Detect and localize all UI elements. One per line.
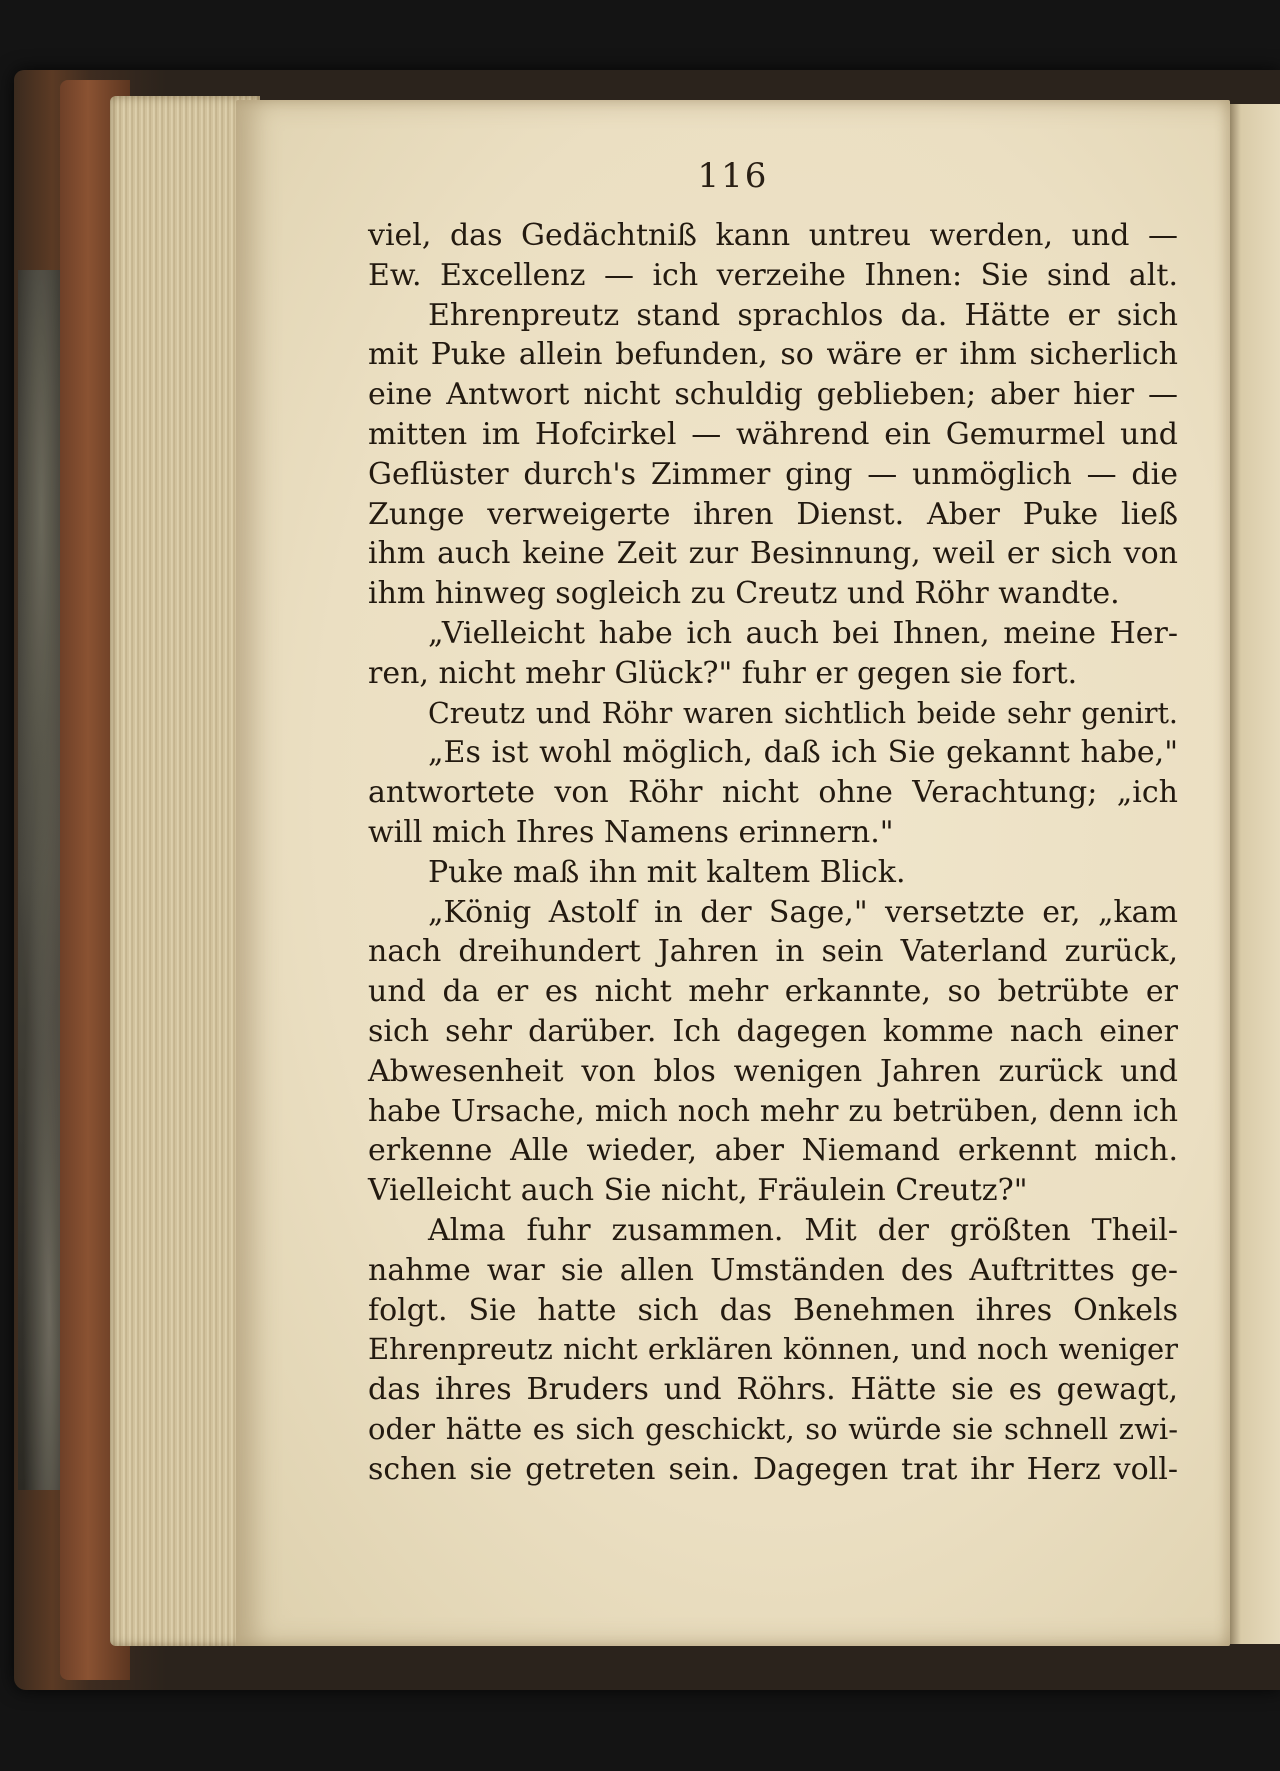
text-line: folgt. Sie hatte sich das Benehmen ihres Onkels [368,1292,1178,1328]
text-line: Ehrenpreutz stand sprachlos da. Hätte er sich [428,297,1178,333]
text-line: sich sehr darüber. Ich dagegen komme nach einer [368,1013,1178,1049]
text-line: mitten im Hofcirkel — während ein Gemurmel und [368,416,1178,452]
text-line: Ehrenpreutz nicht erklären können, und noch weniger [368,1332,1178,1367]
text-line: Vielleicht auch Sie nicht, Fräulein Creutz?" [368,1173,1028,1209]
text-line: mit Puke allein befunden, so wäre er ihm sicherlich [368,337,1178,373]
text-line: ihm auch keine Zeit zur Besinnung, weil er sich von [368,536,1178,572]
text-line: ren, nicht mehr Glück?" fuhr er gegen sie fort. [368,655,1078,691]
text-line: nahme war sie allen Umständen des Auftrittes ge- [368,1252,1178,1288]
text-line: das ihres Bruders und Röhrs. Hätte sie es gewagt, [368,1372,1178,1408]
text-line: erkenne Alle wieder, aber Niemand erkennt mich. [368,1133,1178,1169]
text-line: antwortete von Röhr nicht ohne Verachtung; „ich [368,775,1178,811]
text-line: „Vielleicht habe ich auch bei Ihnen, meine Her- [428,615,1178,651]
text-line: Geflüster durch's Zimmer ging — unmöglich — die [368,456,1178,492]
text-line: Creutz und Röhr waren sichtlich beide sehr genirt. [428,696,1178,730]
text-line: Zunge verweigerte ihren Dienst. Aber Puke ließ [368,496,1178,532]
text-line: nach dreihundert Jahren in sein Vaterland zurück, [368,934,1178,970]
page-text [368,216,1178,1490]
text-line: will mich Ihres Namens erinnern." [368,814,894,850]
text-line: habe Ursache, mich noch mehr zu betrüben, denn ich [368,1093,1178,1128]
facing-page-edge [1228,104,1280,1644]
text-line: oder hätte es sich geschickt, so würde sie schnell zwi- [368,1411,1178,1446]
text-line: ihm hinweg sogleich zu Creutz und Röhr wandte. [368,576,1120,612]
text-line: Alma fuhr zusammen. Mit der größten Theil- [428,1212,1178,1248]
book-page [236,100,1230,1646]
text-line: viel, das Gedächtniß kann untreu werden, und — [368,218,1178,253]
text-line: Ew. Excellenz — ich verzeihe Ihnen: Sie sind alt. [368,257,1178,293]
text-line: Puke maß ihn mit kaltem Blick. [428,854,906,890]
text-line: schen sie getreten sein. Dagegen trat ihr Herz voll- [368,1451,1178,1487]
text-line: eine Antwort nicht schuldig geblieben; aber hier — [368,377,1178,413]
text-line: „König Astolf in der Sage," versetzte er, „kam [428,894,1178,930]
text-line: Abwesenheit von blos wenigen Jahren zurück und [368,1053,1178,1089]
page-number: 116 [697,156,769,196]
text-line: und da er es nicht mehr erkannte, so betrübte er [368,974,1178,1010]
text-line: „Es ist wohl möglich, daß ich Sie gekannt habe," [428,735,1178,771]
